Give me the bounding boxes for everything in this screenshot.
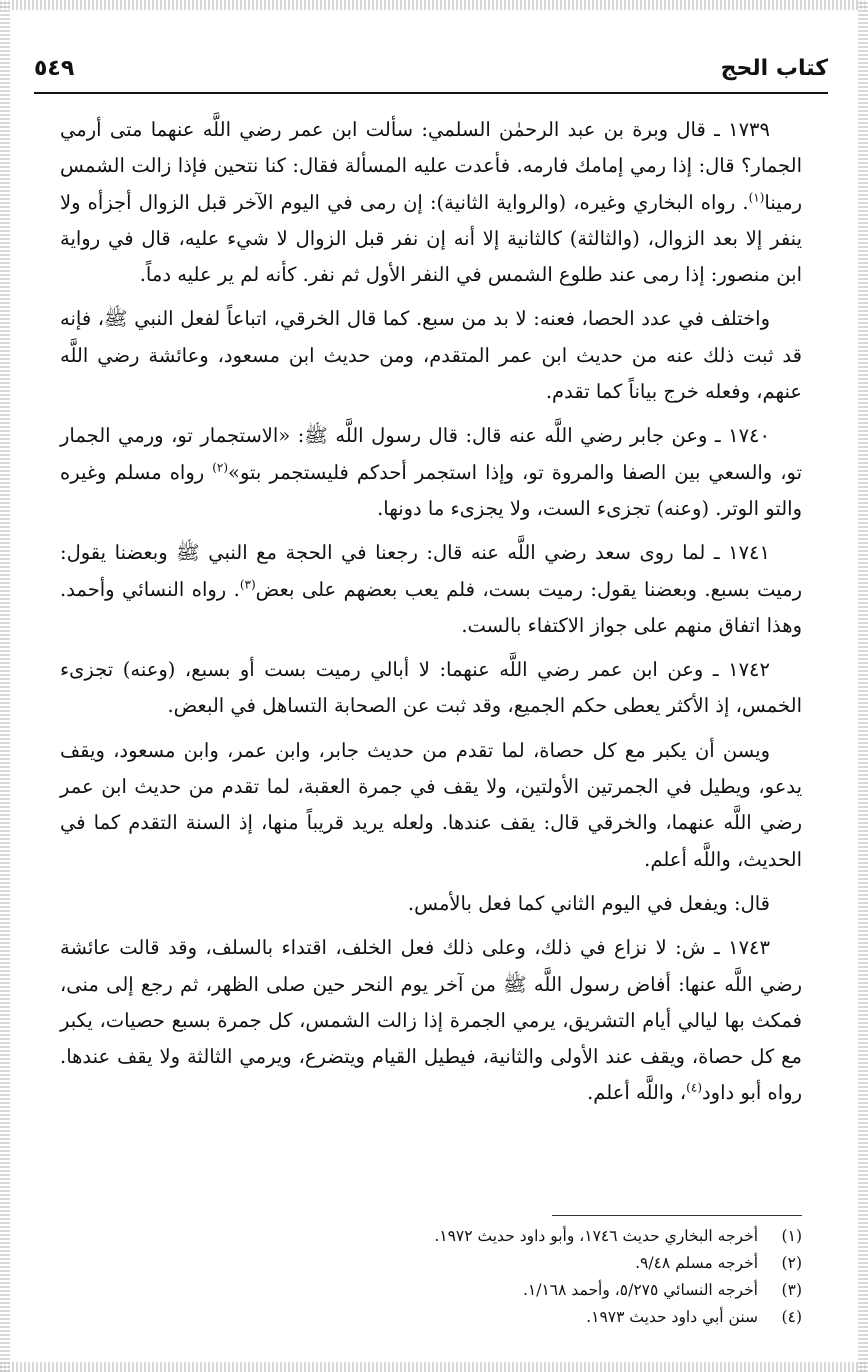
paragraph-1741: ١٧٤١ ـ لما روى سعد رضي اللَّه عنه قال: رجعنا في الحجة مع النبي ﷺ وبعضنا يقول: رميت بسبع. وبعضنا يقول: رميت بست، فلم يعب بعضهم على بعض$^{(٣)}$. رواه النسائي وأحمد. وهذا اتفاق منهم على جواز الاكتفاء بالست. [60, 541, 802, 637]
paragraph-takbir: ويسن أن يكبر مع كل حصاة، لما تقدم من حديث جابر، وابن عمر، وابن مسعود، ويقف يدعو، ويطيل في الجمرتين الأولتين، ولا يقف في جمرة العقبة، لما تقدم من حديث ابن عمر رضي اللَّه عنهما، والخرقي قال: يقف عندها. ولعله يريد قريباً منها، إذ السنة التقدم كما في الحديث، واللَّه أعلم. [60, 738, 802, 871]
footnote-item [60, 1250, 802, 1277]
page-border-right [858, 0, 868, 1372]
paragraph-1743: ١٧٤٣ ـ ش: لا نزاع في ذلك، وعلى ذلك فعل الخلف، اقتداء بالسلف، وقد قالت عائشة رضي اللَّه عنها: أفاض رسول اللَّه ﷺ من آخر يوم النحر حين صلى الظهر، ثم رجع إلى منى، فمكث بها ليالي أيام التشريق، يرمي الجمرة إذا زالت الشمس، كل جمرة بسبع حصيات، يكبر مع كل حصاة، ويقف عند الأولى والثانية، فيطيل القيام ويتضرع، ويرمي الثالثة ولا يقف عندها. رواه أبو داود$^{(٤)}$، واللَّه أعلم. [60, 936, 802, 1105]
paragraph-1742: ١٧٤٢ ـ وعن ابن عمر رضي اللَّه عنهما: لا أبالي رميت بست أو بسبع، (وعنه) تجزىء الخمس، إذ الأكثر يعطى حكم الجميع، وقد ثبت عن الصحابة التساهل في البعض. [60, 658, 802, 718]
footnote-number: (٤) [781, 1308, 802, 1326]
paragraph-stones-count: واختلف في عدد الحصا، فعنه: لا بد من سبع. كما قال الخرقي، اتباعاً لفعل النبي ﷺ، فإنه قد ثبت ذلك عنه من حديث ابن عمر المتقدم، ومن حديث ابن مسعود، وعائشة رضي اللَّه عنهم، وفعله خرج بياناً كما تقدم. [60, 307, 802, 404]
page-border-top [0, 0, 868, 10]
page-border-left [0, 0, 10, 1372]
footnote-number: (٣) [781, 1281, 802, 1299]
page-header [34, 52, 828, 94]
footnote-text: أخرجه النسائي ٥/٢٧٥، وأحمد ١/١٦٨. [522, 1281, 758, 1299]
paragraph-1740: ١٧٤٠ ـ وعن جابر رضي اللَّه عنه قال: قال رسول اللَّه ﷺ: «الاستجمار تو، ورمي الجمار تو، والسعي بين الصفا والمروة تو، وإذا استجمر أحدكم فليستجمر بتو»$^{(٢)}$ رواه مسلم وغيره والتو الوتر. (وعنه) تجزىء الست، ولا يجزىء ما دونها. [60, 424, 803, 520]
page-border-bottom [0, 1362, 868, 1372]
main-text [60, 112, 802, 1120]
footnote-mark: (١) [748, 190, 765, 205]
page-number: ٥٤٩ [34, 56, 75, 81]
footnote-divider [552, 1215, 802, 1216]
footnote-item [60, 1277, 802, 1304]
footnote-number: (٢) [781, 1254, 802, 1272]
paragraph-1739: ١٧٣٩ ـ قال وبرة بن عبد الرحمٰن السلمي: سألت ابن عمر رضي اللَّه عنهما متى أرمي الجمار؟ قال: إذا رمي إمامك فارمه. فأعدت عليه المسألة فقال: كنا نتحين فإذا زالت الشمس رمينا$^{(١)}$. رواه البخاري وغيره، (والرواية الثانية): إن رمى في اليوم الآخر قبل الزوال أجزأه ولا ينفر إلا بعد الزوال، (والثالثة) كالثانية إلا أنه إن نفر قبل الزوال لا شيء عليه، قال في رواية ابن منصور: إذا رمى عند طلوع الشمس في النفر الأول ثم نفر. كأنه لم ير عليه دماً. [60, 118, 802, 287]
paragraph-second-day: قال: ويفعل في اليوم الثاني كما فعل بالأمس. [407, 891, 770, 915]
footnote-text: أخرجه مسلم ٩/٤٨. [635, 1254, 758, 1272]
footnote-mark: (٢) [212, 460, 229, 475]
footnote-mark: (٤) [686, 1080, 702, 1095]
footnote-number: (١) [781, 1227, 802, 1245]
footnote-item [60, 1304, 802, 1331]
running-title: كتاب الحج [720, 56, 828, 81]
footnote-mark: (٣) [239, 577, 256, 592]
footnote-text: أخرجه البخاري حديث ١٧٤٦، وأبو داود حديث ١٩٧٢. [434, 1227, 758, 1245]
footnotes [60, 1223, 802, 1331]
footnote-text: سنن أبي داود حديث ١٩٧٣. [586, 1308, 758, 1326]
footnote-item [60, 1223, 802, 1250]
